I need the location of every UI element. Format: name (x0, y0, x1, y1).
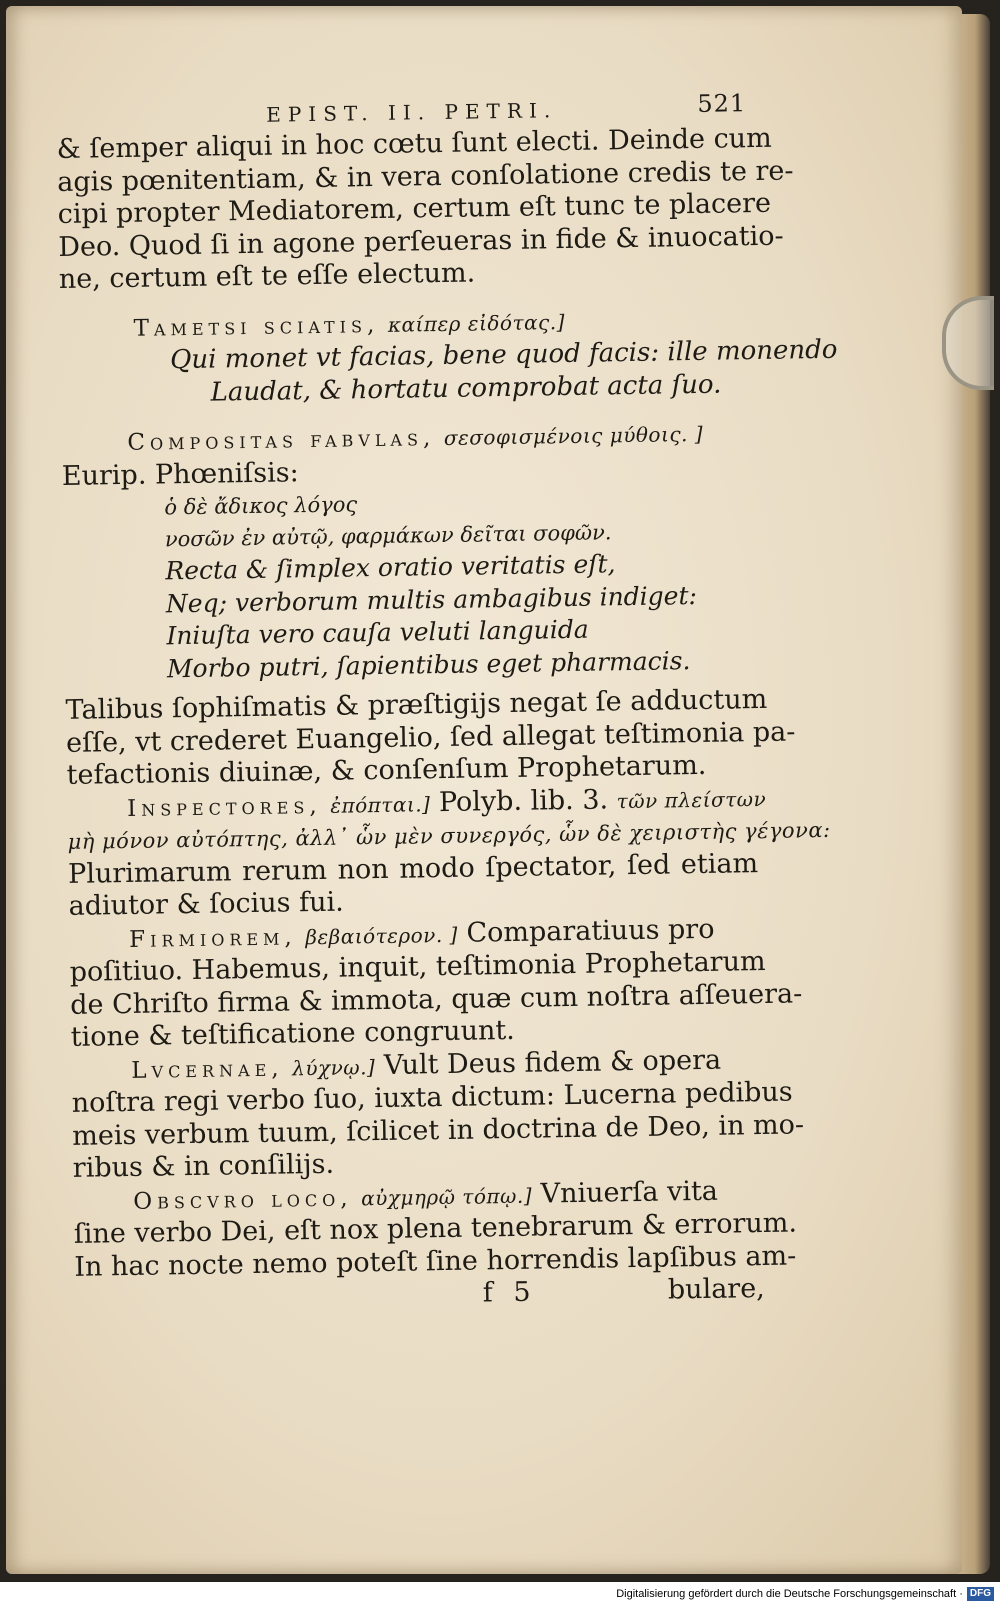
text-line: & ſemper aliqui in hoc cœtu ſunt electi. Deinde cum (56, 122, 772, 165)
verse-line: Qui monet vt facias, bene quod facis: ille monendo (169, 334, 838, 376)
greek-line: μὴ μόνον αὐτόπτης, ἀλλ᾽ ὧν μὲν συνεργός, ὧν δὲ χειριστὴς γέγονα: (67, 817, 831, 854)
text-line: de Chriſto firma & immota, quæ cum noſtra aſſeuera- (69, 977, 803, 1021)
lemma-latin: Lvcernae, (131, 1055, 284, 1084)
dfg-logo: DFG (967, 1587, 994, 1601)
latin-verse-line: Neq; verborum multis ambagibus indiget: (165, 580, 698, 618)
text-line: Deo. Quod ſi in agone perſeueras in fide & inuocatio- (58, 220, 784, 263)
text-line: Plurimarum rerum non modo ſpectator, ſed etiam (67, 847, 759, 890)
text-line: ribus & in conſilijs. (72, 1148, 335, 1184)
lemma-latin: Firmiorem, (128, 923, 297, 953)
lemma-text: Comparatiuus pro (466, 913, 715, 949)
lemma-greek: αὐχμηρῷ τόπῳ.] (360, 1183, 533, 1210)
text-line: cipi propter Mediatorem, certum eſt tunc te placere (57, 187, 772, 230)
text-line: tione & teſtificatione congruunt. (70, 1014, 516, 1053)
text-line: adiutor & ſocius fui. (68, 886, 344, 922)
lemma-greek: ἐπόπται.] (330, 791, 431, 818)
lemma-greek: τῶν πλείστων (616, 786, 767, 813)
text-line: meis verbum tuum, ſcilicet in doctrina de Deo, in mo- (72, 1108, 805, 1152)
text-line: Talibus ſophiſmatis & præſtigijs negat ſe adductum (65, 683, 768, 726)
page-text (56, 89, 838, 1320)
text-line: agis pœnitentiam, & in vera conſolatione credis te re- (57, 154, 794, 198)
source-line: Eurip. Phœniſsis: (61, 456, 299, 492)
text-line: In hac nocte nemo poteſt ſine horrendis lapſibus am- (74, 1240, 797, 1283)
lemma-greek: σεσοφισμένοις μύθοις. ] (443, 421, 704, 450)
lemma-text: Polyb. lib. 3. (438, 783, 609, 818)
lemma-greek: βεβαιότερον. ] (305, 922, 459, 949)
text-line: noſtra regi verbo ſuo, iuxta dictum: Lucerna pedibus (71, 1076, 793, 1119)
greek-verse-line: νοσῶν ἐν αὐτῷ, φαρμάκων δεῖται σοφῶν. (164, 520, 612, 552)
running-head-title: EPIST. II. PETRI. (266, 98, 558, 127)
text-line: tefactionis diuinæ, & conſenſum Prophetarum. (66, 749, 707, 791)
text-line: eſſe, vt crederet Euangelio, ſed allegat teſtimonia pa- (65, 715, 796, 759)
page-number: 521 (697, 89, 747, 118)
lemma-text: Vniuerſa vita (540, 1175, 719, 1210)
lemma-latin: Tametsi sciatis, (133, 311, 380, 342)
credit-text: Digitalisierung gefördert durch die Deutsche Forschungsgemeinschaft · (616, 1588, 963, 1600)
lemma-latin: Compositas fabvlas, (127, 425, 436, 456)
text-line: ſine verbo Dei, eſt nox plena tenebrarum & errorum. (73, 1207, 798, 1250)
lemma-greek: λύχνῳ.] (291, 1054, 376, 1080)
paragraph-2 (65, 683, 796, 792)
latin-verse-line: Iniuſta vero cauſa veluti languida (166, 614, 589, 651)
lemma-latin: Obscvro loco, (133, 1184, 353, 1215)
latin-verse-line: Morbo putri, ſapientibus eget pharmacis. (166, 645, 691, 683)
greek-verse-line: ὁ δὲ ἄδικος λόγος (164, 492, 358, 520)
paragraph-1 (56, 122, 794, 296)
digitization-credit (0, 1582, 994, 1606)
catchword: bulare, (667, 1273, 765, 1306)
text-line: ne, certum eſt te eſſe electum. (58, 257, 476, 295)
lemma-latin: Inspectores, (126, 792, 322, 822)
text-line: poſitiuo. Habemus, inquit, teſtimonia Prophetarum (69, 945, 766, 988)
lemma-text: Vult Deus fidem & opera (383, 1044, 722, 1081)
verse-line: Laudat, & hortatu comprobat acta ſuo. (210, 369, 722, 408)
signature-mark: f 5 (482, 1276, 537, 1309)
lemma-greek: καίπερ εἰδότας.] (387, 309, 566, 337)
latin-verse-line: Recta & ſimplex oratio veritatis eſt, (165, 549, 616, 586)
